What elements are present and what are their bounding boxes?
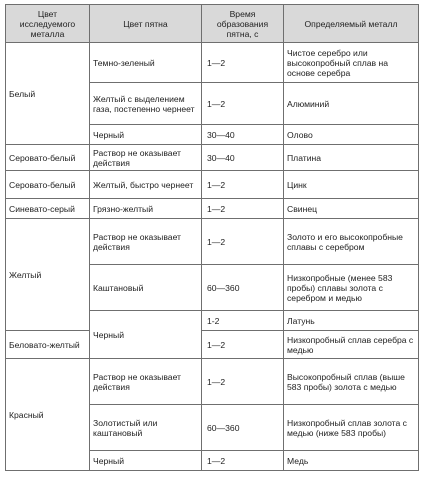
spot-color-cell: Раствор не оказывает действия	[90, 219, 202, 265]
table-row	[6, 331, 419, 359]
spot-color-cell: Грязно-желтый	[90, 199, 202, 219]
metal-color-cell: Белый	[6, 43, 90, 145]
time-cell: 60—360	[202, 405, 284, 451]
metal-cell: Цинк	[284, 171, 419, 199]
table-row	[6, 219, 419, 265]
time-cell: 1-2	[202, 311, 284, 331]
metal-color-cell: Желтый	[6, 219, 90, 331]
metal-color-cell: Синевато-серый	[6, 199, 90, 219]
spot-color-cell: Каштановый	[90, 265, 202, 311]
spot-color-cell: Черный	[90, 125, 202, 145]
table-header-row	[6, 5, 419, 43]
metal-cell: Алюминий	[284, 83, 419, 125]
table-row	[6, 43, 419, 83]
header-spot-color: Цвет пятна	[90, 5, 202, 43]
time-cell: 1—2	[202, 199, 284, 219]
metal-cell: Олово	[284, 125, 419, 145]
spot-color-cell: Желтый, быстро чернеет	[90, 171, 202, 199]
time-cell: 1—2	[202, 43, 284, 83]
time-cell: 1—2	[202, 219, 284, 265]
metal-color-cell: Красный	[6, 359, 90, 471]
table-row	[6, 145, 419, 171]
header-metal: Определяемый металл	[284, 5, 419, 43]
metal-cell: Низкопробные (менее 583 пробы) сплавы золота с серебром и медью	[284, 265, 419, 311]
spot-color-cell: Желтый с выделением газа, постепенно чернеет	[90, 83, 202, 125]
time-cell: 30—40	[202, 125, 284, 145]
table-row	[6, 171, 419, 199]
time-cell: 1—2	[202, 451, 284, 471]
table-container	[5, 4, 419, 471]
metal-cell: Низкопробный сплав серебра с медью	[284, 331, 419, 359]
spot-color-cell: Черный	[90, 451, 202, 471]
time-cell: 1—2	[202, 331, 284, 359]
metal-cell: Золото и его высокопробные сплавы с серебром	[284, 219, 419, 265]
metal-color-cell: Беловато-желтый	[6, 331, 90, 359]
metal-test-table	[5, 4, 419, 471]
header-formation-time: Время образования пятна, с	[202, 5, 284, 43]
table-row	[6, 359, 419, 405]
spot-color-cell: Темно-зеленый	[90, 43, 202, 83]
metal-cell: Высокопробный сплав (выше 583 пробы) золота с медью	[284, 359, 419, 405]
table-row	[6, 199, 419, 219]
metal-cell: Платина	[284, 145, 419, 171]
spot-color-cell: Раствор не оказывает действия	[90, 359, 202, 405]
time-cell: 1—2	[202, 359, 284, 405]
metal-cell: Медь	[284, 451, 419, 471]
metal-color-cell: Серовато-белый	[6, 145, 90, 171]
time-cell: 60—360	[202, 265, 284, 311]
time-cell: 1—2	[202, 83, 284, 125]
spot-color-cell: Золотистый или каштановый	[90, 405, 202, 451]
metal-cell: Латунь	[284, 311, 419, 331]
metal-cell: Низкопробный сплав золота с медью (ниже 583 пробы)	[284, 405, 419, 451]
spot-color-cell: Раствор не оказывает действия	[90, 145, 202, 171]
metal-cell: Свинец	[284, 199, 419, 219]
metal-cell: Чистое серебро или высокопробный сплав на основе серебра	[284, 43, 419, 83]
time-cell: 30—40	[202, 145, 284, 171]
time-cell: 1—2	[202, 171, 284, 199]
metal-color-cell: Серовато-белый	[6, 171, 90, 199]
spot-color-cell: Черный	[90, 311, 202, 359]
header-metal-color: Цвет исследуемого металла	[6, 5, 90, 43]
